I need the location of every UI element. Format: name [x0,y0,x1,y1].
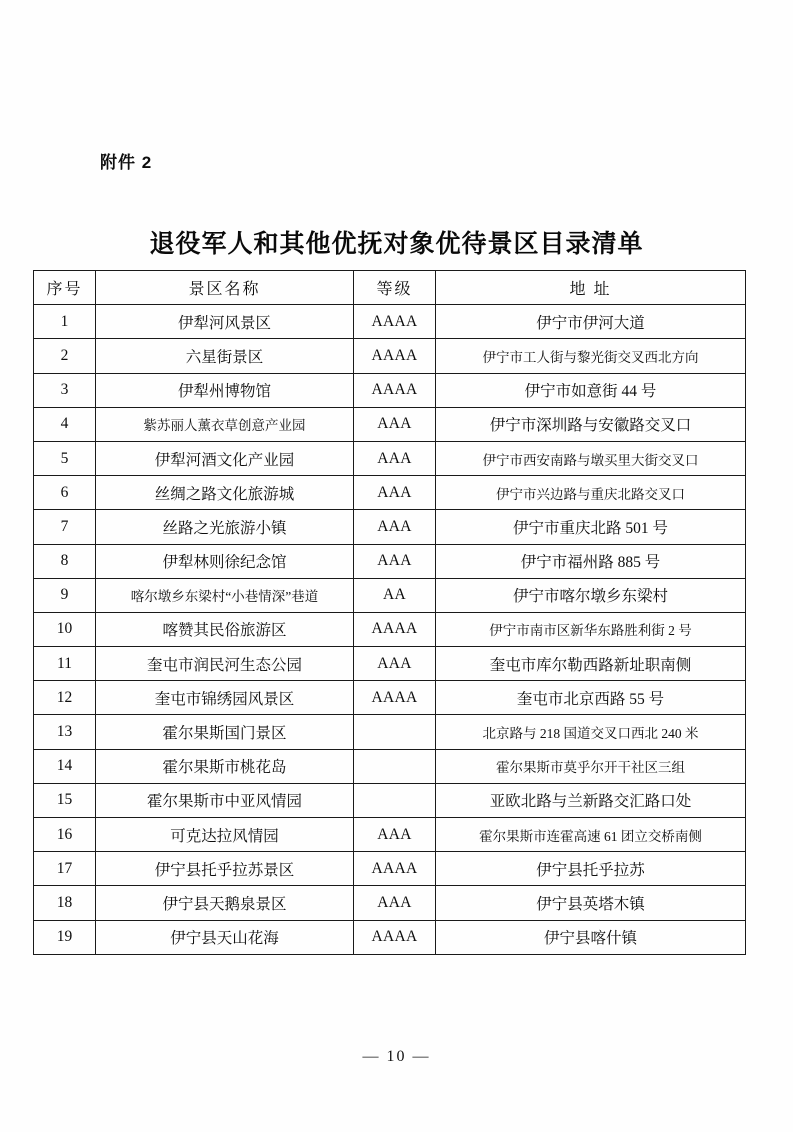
cell-index: 13 [34,715,96,749]
cell-scenic-name: 伊犁河酒文化产业园 [96,441,354,475]
cell-index: 2 [34,339,96,373]
cell-level: AA [354,578,436,612]
cell-address: 伊宁市工人街与黎光街交叉西北方向 [436,339,746,373]
cell-level: AAA [354,510,436,544]
cell-address: 亚欧北路与兰新路交汇路口处 [436,783,746,817]
cell-index: 1 [34,305,96,339]
cell-level: AAAA [354,920,436,954]
column-header-name: 景区名称 [96,271,354,305]
cell-level [354,783,436,817]
column-header-no: 序号 [34,271,96,305]
cell-scenic-name: 伊宁县天鹅泉景区 [96,886,354,920]
cell-index: 19 [34,920,96,954]
table-row [34,715,746,749]
table-row [34,510,746,544]
table-row [34,852,746,886]
table-row [34,612,746,646]
cell-address: 奎屯市北京西路 55 号 [436,681,746,715]
table-row [34,647,746,681]
cell-scenic-name: 霍尔果斯市桃花岛 [96,749,354,783]
cell-address: 伊宁市如意街 44 号 [436,373,746,407]
table-row [34,441,746,475]
page-title: 退役军人和其他优抚对象优待景区目录清单 [149,231,644,258]
cell-level: AAAA [354,681,436,715]
table-row [34,886,746,920]
cell-address: 伊宁市重庆北路 501 号 [436,510,746,544]
cell-index: 10 [34,612,96,646]
cell-scenic-name: 紫苏丽人薰衣草创意产业园 [96,407,354,441]
table-row [34,783,746,817]
cell-scenic-name: 可克达拉风情园 [96,818,354,852]
cell-address: 伊宁县喀什镇 [436,920,746,954]
cell-address: 伊宁市伊河大道 [436,305,746,339]
cell-level: AAA [354,476,436,510]
cell-index: 18 [34,886,96,920]
cell-address: 伊宁市西安南路与墩买里大街交叉口 [436,441,746,475]
table-row [34,407,746,441]
cell-address: 伊宁县英塔木镇 [436,886,746,920]
cell-scenic-name: 霍尔果斯国门景区 [96,715,354,749]
table-row [34,476,746,510]
cell-scenic-name: 六星街景区 [96,339,354,373]
cell-index: 14 [34,749,96,783]
cell-address: 伊宁市福州路 885 号 [436,544,746,578]
table-row [34,544,746,578]
cell-index: 7 [34,510,96,544]
column-header-address: 地 址 [436,271,746,305]
cell-level: AAA [354,818,436,852]
cell-address: 伊宁市南市区新华东路胜利街 2 号 [436,612,746,646]
cell-index: 16 [34,818,96,852]
table-row [34,373,746,407]
cell-level: AAAA [354,339,436,373]
cell-index: 5 [34,441,96,475]
cell-scenic-name: 丝路之光旅游小镇 [96,510,354,544]
cell-scenic-name: 伊犁河风景区 [96,305,354,339]
cell-level: AAA [354,544,436,578]
attachment-label: 附件 2 [100,153,153,172]
scenic-area-table [33,270,746,955]
cell-address: 奎屯市库尔勒西路新址职南侧 [436,647,746,681]
cell-index: 3 [34,373,96,407]
cell-scenic-name: 奎屯市润民河生态公园 [96,647,354,681]
cell-level: AAAA [354,305,436,339]
cell-level: AAA [354,886,436,920]
cell-scenic-name: 奎屯市锦绣园风景区 [96,681,354,715]
cell-address: 伊宁县托乎拉苏 [436,852,746,886]
table-row [34,818,746,852]
cell-address: 北京路与 218 国道交叉口西北 240 米 [436,715,746,749]
cell-scenic-name: 伊宁县天山花海 [96,920,354,954]
cell-index: 6 [34,476,96,510]
cell-index: 9 [34,578,96,612]
cell-scenic-name: 喀尔墩乡东梁村“小巷情深”巷道 [96,578,354,612]
cell-level: AAAA [354,373,436,407]
cell-scenic-name: 喀赞其民俗旅游区 [96,612,354,646]
cell-index: 8 [34,544,96,578]
cell-address: 伊宁市兴边路与重庆北路交叉口 [436,476,746,510]
table-row [34,749,746,783]
page-number: — 10 — [362,1048,431,1065]
cell-level [354,715,436,749]
table-row [34,339,746,373]
table-header-row [34,271,746,305]
cell-scenic-name: 伊宁县托乎拉苏景区 [96,852,354,886]
table-row [34,920,746,954]
table-row [34,681,746,715]
cell-index: 4 [34,407,96,441]
cell-index: 12 [34,681,96,715]
cell-scenic-name: 霍尔果斯市中亚风情园 [96,783,354,817]
cell-level: AAA [354,441,436,475]
cell-level [354,749,436,783]
cell-index: 17 [34,852,96,886]
cell-scenic-name: 伊犁林则徐纪念馆 [96,544,354,578]
cell-index: 15 [34,783,96,817]
table-row [34,305,746,339]
table-row [34,578,746,612]
cell-level: AAA [354,647,436,681]
cell-address: 霍尔果斯市莫乎尔开干社区三组 [436,749,746,783]
cell-level: AAAA [354,612,436,646]
cell-scenic-name: 丝绸之路文化旅游城 [96,476,354,510]
cell-address: 霍尔果斯市连霍高速 61 团立交桥南侧 [436,818,746,852]
cell-level: AAA [354,407,436,441]
cell-index: 11 [34,647,96,681]
cell-scenic-name: 伊犁州博物馆 [96,373,354,407]
cell-address: 伊宁市喀尔墩乡东梁村 [436,578,746,612]
column-header-level: 等级 [354,271,436,305]
cell-level: AAAA [354,852,436,886]
cell-address: 伊宁市深圳路与安徽路交叉口 [436,407,746,441]
